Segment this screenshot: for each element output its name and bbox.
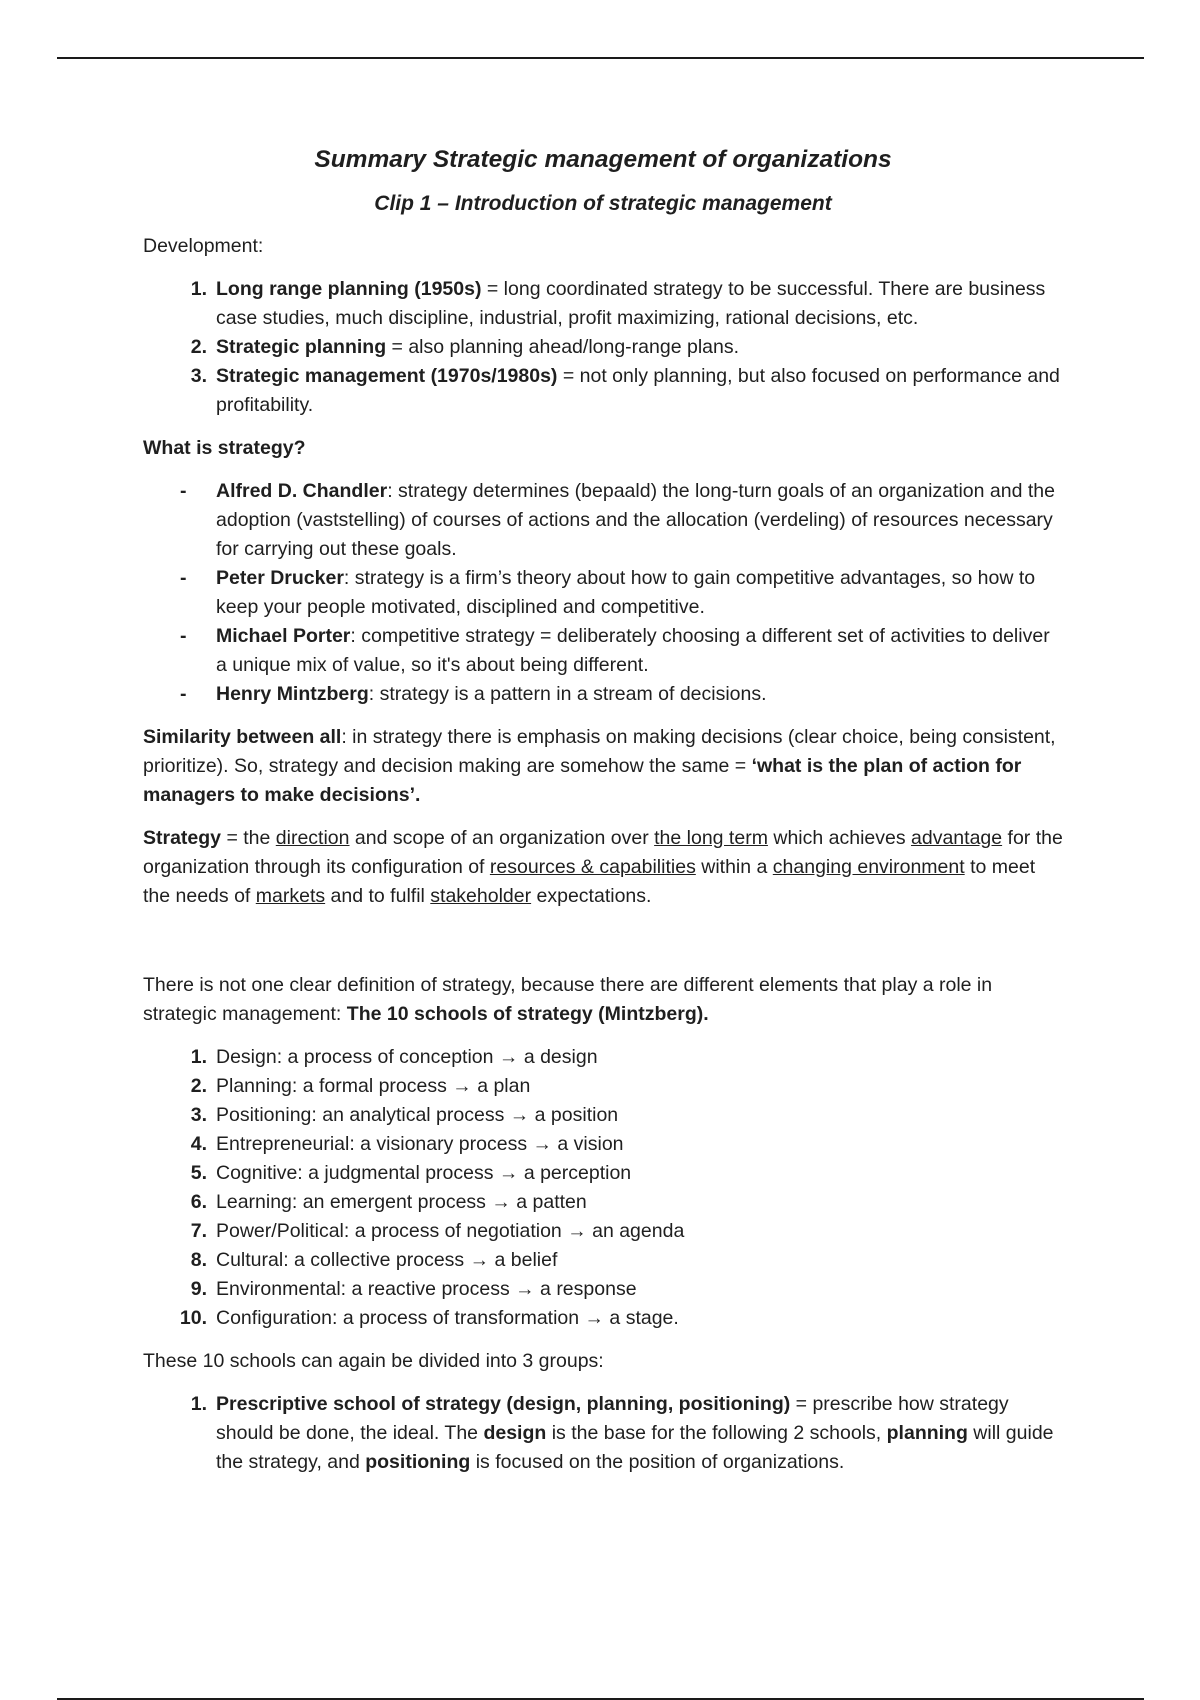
- definition-text: and scope of an organization over: [349, 827, 655, 849]
- group-text: will guide the strategy, and: [216, 1422, 1054, 1473]
- underlined-term: direction: [275, 827, 350, 849]
- dash-bullet: -: [180, 480, 187, 502]
- list-item: [143, 622, 1063, 680]
- group-lead: Prescriptive school of strategy (design, planning, positioning): [216, 1393, 791, 1415]
- list-number: 7.: [190, 1220, 207, 1242]
- list-item: [143, 1275, 1063, 1304]
- blank-line: [143, 925, 1063, 971]
- list-number: 3.: [190, 1104, 207, 1126]
- list-number: 3.: [190, 365, 207, 387]
- group-text: is the base for the following 2 schools,: [546, 1422, 887, 1444]
- author-name: Alfred D. Chandler: [216, 480, 388, 502]
- school-text: Positioning: an analytical process → a position: [216, 1104, 619, 1126]
- underlined-term: advantage: [911, 827, 1003, 849]
- list-text: = not only planning, but also focused on performance and profitability.: [216, 365, 1060, 416]
- school-text: Planning: a formal process → a plan: [216, 1075, 531, 1097]
- definition-text: and to fulfil: [325, 885, 431, 907]
- list-item: [143, 564, 1063, 622]
- underlined-term: the long term: [654, 827, 768, 849]
- list-number: 2.: [190, 1075, 207, 1097]
- schools-intro-bold: The 10 schools of strategy (Mintzberg).: [346, 1003, 709, 1025]
- list-text: : strategy determines (bepaald) the long-turn goals of an organization and the adoption (vaststelling) of courses of actions and the allocation (verdeling) of resources necessary for carrying out these goals.: [216, 480, 1055, 560]
- schools-intro: [143, 971, 1063, 1029]
- list-number: 8.: [190, 1249, 207, 1271]
- underlined-term: stakeholder: [430, 885, 532, 907]
- list-number: 4.: [190, 1133, 207, 1155]
- school-text: Configuration: a process of transformation → a stage.: [216, 1307, 679, 1329]
- definition-text: which achieves: [767, 827, 912, 849]
- author-name: Michael Porter: [216, 625, 351, 647]
- definition-text: = the: [221, 827, 276, 849]
- list-item: [143, 1390, 1063, 1477]
- group-bold: planning: [886, 1422, 968, 1444]
- similarity-lead: Similarity between all: [143, 726, 342, 748]
- list-term: Long range planning (1950s): [216, 278, 482, 300]
- list-item: [143, 477, 1063, 564]
- strategy-definition: [143, 824, 1063, 911]
- header-rule: [57, 57, 1144, 59]
- list-number: 1.: [190, 278, 207, 300]
- group-bold: positioning: [365, 1451, 471, 1473]
- development-label: Development:: [143, 235, 264, 257]
- list-item: [143, 1246, 1063, 1275]
- list-item: [143, 1188, 1063, 1217]
- definition-text: expectations.: [531, 885, 652, 907]
- list-text: : strategy is a pattern in a stream of decisions.: [368, 683, 767, 705]
- group-bold: design: [483, 1422, 547, 1444]
- schools-list: [143, 1043, 1063, 1333]
- school-text: Cultural: a collective process → a belief: [216, 1249, 558, 1271]
- list-number: 2.: [190, 336, 207, 358]
- definition-text: to meet the needs of: [143, 856, 1036, 907]
- list-term: Strategic management (1970s/1980s): [216, 365, 558, 387]
- schools-intro-text: There is not one clear definition of strategy, because there are different elements that play a role in strategic management:: [143, 974, 993, 1025]
- group-text: = prescribe how strategy should be done, the ideal. The: [216, 1393, 1009, 1444]
- list-number: 9.: [190, 1278, 207, 1300]
- development-list: [143, 275, 1063, 420]
- similarity-quote: ‘what is the plan of action for managers to make decisions’.: [143, 755, 1022, 806]
- school-text: Design: a process of conception → a design: [216, 1046, 598, 1068]
- list-item: [143, 1304, 1063, 1333]
- list-text: : strategy is a firm’s theory about how to gain competitive advantages, so how to keep your people motivated, disciplined and competitive.: [216, 567, 1036, 618]
- list-item: [143, 362, 1063, 420]
- document-subtitle: Clip 1 – Introduction of strategic management: [374, 192, 832, 215]
- list-number: 10.: [179, 1307, 207, 1329]
- definitions-list: [143, 477, 1063, 709]
- strategy-heading: [143, 434, 1063, 463]
- author-name: Peter Drucker: [216, 567, 344, 589]
- list-number: 5.: [190, 1162, 207, 1184]
- underlined-term: changing environment: [772, 856, 965, 878]
- school-text: Entrepreneurial: a visionary process → a vision: [216, 1133, 624, 1155]
- school-text: Cognitive: a judgmental process → a perception: [216, 1162, 632, 1184]
- list-item: [143, 1101, 1063, 1130]
- list-number: 1.: [190, 1393, 207, 1415]
- school-text: Environmental: a reactive process → a response: [216, 1278, 637, 1300]
- strategy-heading-text: What is strategy?: [143, 437, 306, 459]
- underlined-term: markets: [255, 885, 326, 907]
- list-item: [143, 680, 1063, 709]
- school-text: Learning: an emergent process → a patten: [216, 1191, 587, 1213]
- underlined-term: resources & capabilities: [489, 856, 696, 878]
- document-page: [143, 140, 1063, 1491]
- list-text: : competitive strategy = deliberately choosing a different set of activities to deliver a unique mix of value, so it's about being different.: [216, 625, 1050, 676]
- group-text: is focused on the position of organizations.: [470, 1451, 845, 1473]
- dash-bullet: -: [180, 567, 187, 589]
- groups-intro: These 10 schools can again be divided into 3 groups:: [143, 1350, 604, 1372]
- list-item: [143, 1043, 1063, 1072]
- similarity-text: : in strategy there is emphasis on making decisions (clear choice, being consistent, prioritize). So, strategy and decision making are somehow the same =: [143, 726, 1056, 777]
- list-number: 1.: [190, 1046, 207, 1068]
- dash-bullet: -: [180, 625, 187, 647]
- similarity-paragraph: [143, 723, 1063, 810]
- list-number: 6.: [190, 1191, 207, 1213]
- definition-text: for the organization through its configuration of: [143, 827, 1063, 878]
- dash-bullet: -: [180, 683, 187, 705]
- list-item: [143, 275, 1063, 333]
- list-item: [143, 1130, 1063, 1159]
- groups-list: [143, 1390, 1063, 1477]
- list-item: [143, 333, 1063, 362]
- list-text: = long coordinated strategy to be successful. There are business case studies, much discipline, industrial, profit maximizing, rational decisions, etc.: [216, 278, 1046, 329]
- definition-text: within a: [695, 856, 773, 878]
- list-item: [143, 1072, 1063, 1101]
- list-text: = also planning ahead/long-range plans.: [386, 336, 740, 358]
- definition-term: Strategy: [143, 827, 222, 849]
- list-item: [143, 1159, 1063, 1188]
- author-name: Henry Mintzberg: [216, 683, 369, 705]
- list-term: Strategic planning: [216, 336, 387, 358]
- list-item: [143, 1217, 1063, 1246]
- document-title: Summary Strategic management of organizations: [314, 146, 892, 173]
- school-text: Power/Political: a process of negotiation → an agenda: [216, 1220, 685, 1242]
